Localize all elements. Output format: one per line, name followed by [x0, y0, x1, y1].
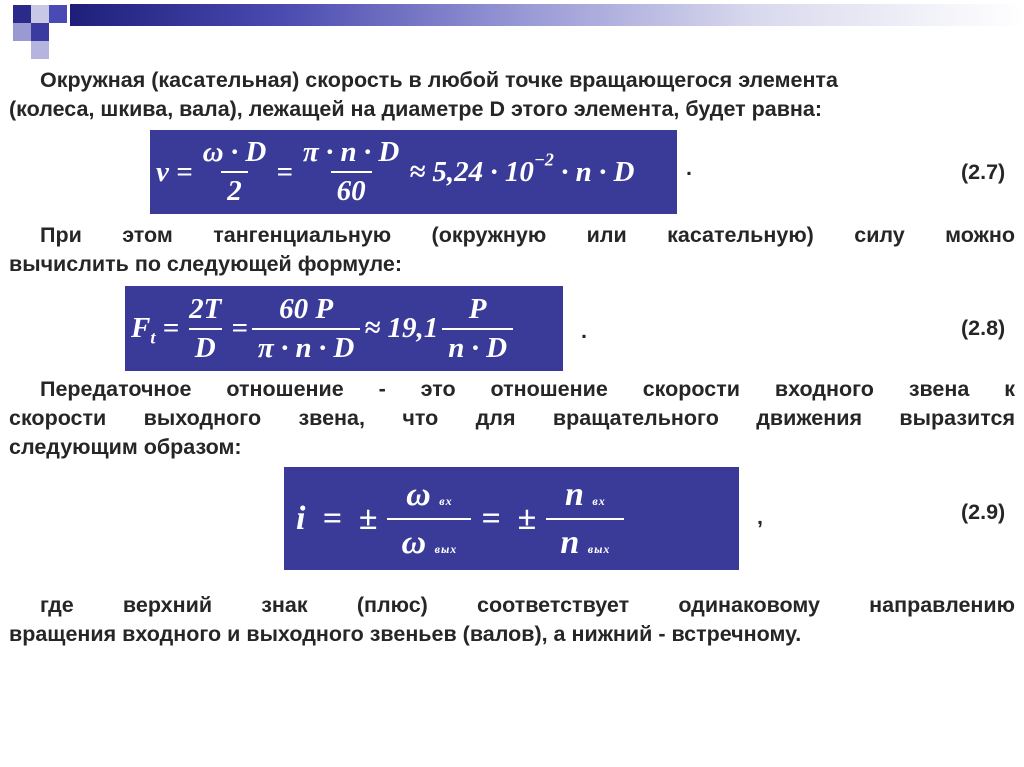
fraction-numerator: [551, 476, 620, 518]
fraction: [442, 293, 513, 365]
subscript: вых: [587, 541, 611, 556]
paragraph-tangential-speed: [9, 66, 1015, 124]
equation-number: (2.8): [961, 316, 1006, 340]
n-symbol: n: [560, 523, 580, 561]
fraction: [252, 293, 360, 365]
formula-2-7-row: [156, 133, 634, 211]
paragraph-gear-ratio: [9, 375, 1015, 462]
equals-sign: =: [162, 312, 180, 344]
formula-2-9-row: [296, 471, 634, 566]
deco-square-6: [31, 41, 49, 59]
fraction-denominator: 2: [221, 171, 248, 208]
fraction: [387, 476, 471, 562]
formula-2-8-row: [131, 289, 517, 368]
paragraph-sign-explanation: [9, 591, 1015, 649]
fraction-numerator: P: [468, 292, 487, 325]
formula-box-2-7: [150, 130, 677, 214]
fraction-denominator: [387, 518, 471, 562]
paragraph-line: При этом тангенциальную (окружную или касательную) силу можно: [40, 223, 1015, 247]
n-symbol: n: [564, 475, 584, 513]
approximation-coefficient: ≈ 19,1: [364, 312, 439, 344]
formula-punctuation: .: [686, 156, 692, 180]
subscript: вх: [439, 493, 453, 508]
subscript: вх: [592, 493, 606, 508]
deco-square-2: [31, 5, 49, 23]
deco-square-5: [31, 23, 49, 41]
paragraph-line: Передаточное отношение - это отношение скорости входного звена к: [40, 377, 1015, 401]
omega-symbol: ω: [401, 523, 427, 561]
paragraph-line: следующим образом:: [9, 435, 242, 459]
equation-number: (2.9): [961, 500, 1006, 524]
fraction-numerator: 2T: [189, 292, 222, 325]
force-symbol: F: [131, 312, 151, 344]
fraction-numerator: ω · D: [202, 136, 267, 168]
subscript: t: [150, 327, 156, 348]
paragraph-tangential-force: [9, 221, 1015, 279]
formula-punctuation: .: [581, 319, 587, 343]
paragraph-line: Окружная (касательная) скорость в любой точке вращающегося элемента: [40, 68, 838, 92]
formula-box-2-8: [125, 286, 563, 371]
fraction: [546, 476, 624, 562]
paragraph-line: (колеса, шкива, вала), лежащей на диаметре D этого элемента, будет равна:: [9, 97, 823, 121]
fraction-denominator: n · D: [442, 328, 513, 365]
deco-square-3: [49, 5, 67, 23]
fraction: [183, 293, 227, 365]
paragraph-line: скорости выходного звена, что для вращательного движения выразится: [9, 406, 1015, 430]
subscript: вых: [434, 541, 458, 556]
deco-square-1: [13, 5, 31, 23]
fraction-denominator: [546, 518, 624, 562]
fraction-denominator: D: [189, 328, 222, 365]
fraction-denominator: 60: [331, 171, 372, 208]
paragraph-line: где верхний знак (плюс) соответствует одинаковому направлению: [40, 593, 1015, 617]
fraction-denominator: π · n · D: [252, 328, 360, 365]
fraction-numerator: [392, 476, 466, 518]
equals-sign: =: [276, 155, 293, 188]
paragraph-line: вычислить по следующей формуле:: [9, 252, 403, 276]
deco-square-4: [13, 23, 31, 41]
omega-symbol: ω: [406, 475, 431, 513]
formula-lhs: v =: [156, 155, 193, 188]
fraction-numerator: 60 P: [279, 292, 334, 325]
formula-lhs: [131, 312, 180, 348]
equation-number: (2.7): [961, 160, 1006, 184]
fraction-numerator: π · n · D: [302, 136, 400, 168]
fraction: [297, 136, 405, 208]
approximation: [409, 149, 635, 189]
formula-punctuation: ,: [757, 505, 763, 529]
equals-sign: =: [231, 312, 248, 344]
paragraph-line: вращения входного и выходного звеньев (валов), а нижний - встречному.: [9, 622, 802, 646]
formula-lhs: i = ±: [296, 499, 378, 537]
fraction: [197, 136, 273, 208]
formula-box-2-9: [284, 467, 739, 570]
equals-plus-minus: = ±: [481, 499, 537, 537]
exponent: −2: [533, 149, 554, 170]
header-bar: [70, 4, 1024, 26]
approximation-coefficient: ≈ 5,24 · 10: [409, 155, 534, 188]
approximation-tail: · n · D: [553, 155, 635, 188]
